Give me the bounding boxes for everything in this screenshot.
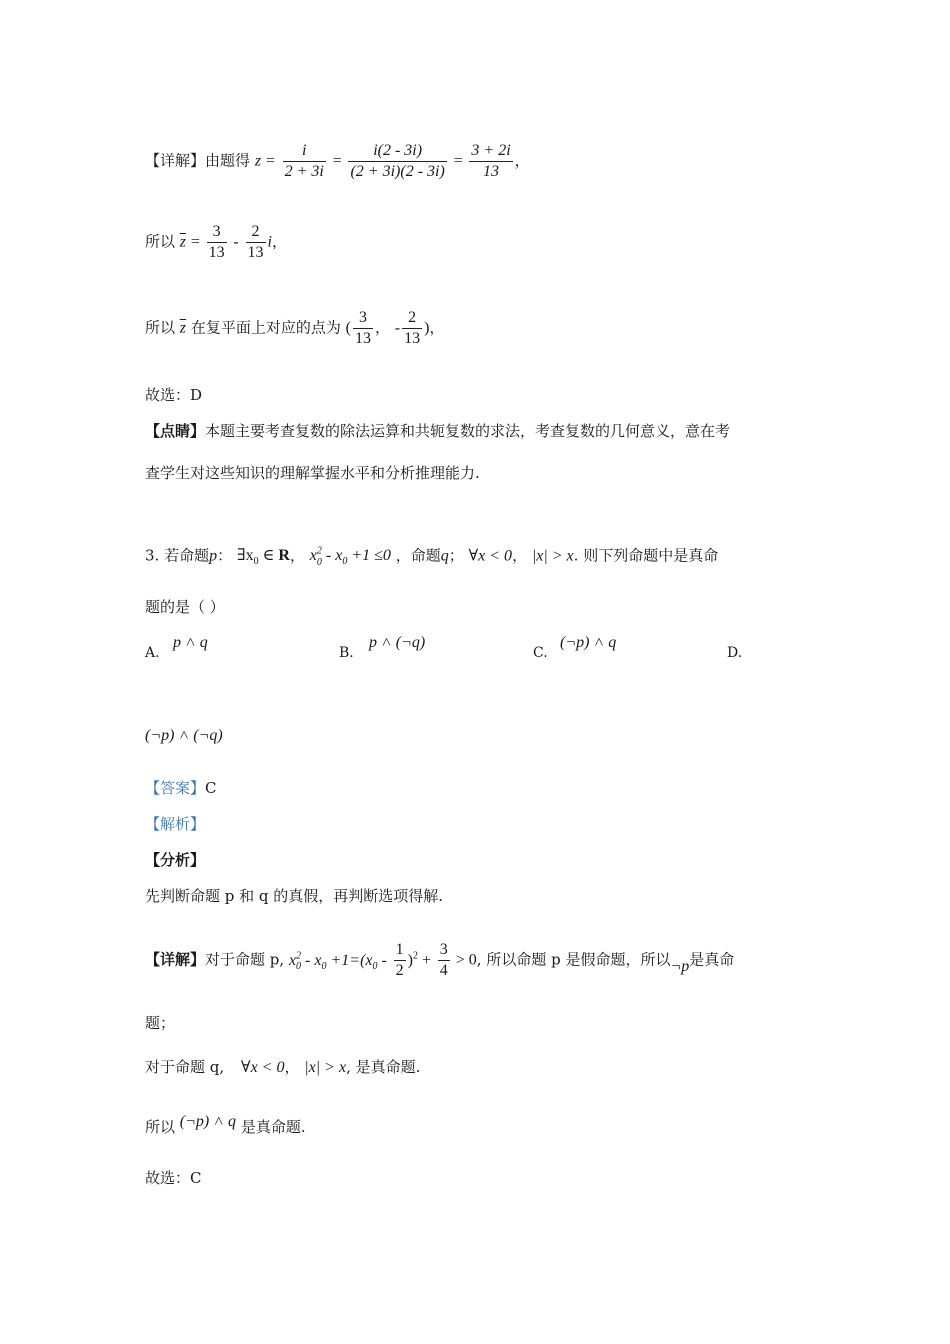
option-a-expr: p ˄ q: [173, 634, 208, 651]
option-d-expr: (¬p) ˄ (¬q): [145, 727, 223, 744]
option-b-label: B.: [339, 645, 354, 661]
analysis-tag: 【解析】: [145, 815, 206, 833]
final-answer-line: 故选：C: [145, 1169, 202, 1187]
comment-tag: 【点睛】: [145, 422, 206, 440]
fraction: $\frac{2}{13}$: [247, 223, 264, 261]
solution-line-2: 所以 $\overline{z}$ = $\frac{3}{13}$ - $\frac{2}{13}$ i，: [145, 223, 287, 261]
detail-line-1: 【详解】对于命题 p, $x^2_0 - x_0 +1=(x_0$ - $\frac{1}{2}$ )$^2$ + $\frac{3}{4}$ > 0, 所以命题 p 是假命题，所以¬p是真命: [145, 941, 735, 979]
fraction: $\frac{2}{13}$: [404, 309, 421, 347]
z-equals: z =: [254, 152, 276, 170]
fenxi-tag: 【分析】: [145, 851, 206, 869]
comment-line-2: 查学生对这些知识的理解掌握水平和分析推理能力.: [145, 464, 480, 482]
option-a-label: A.: [145, 645, 160, 661]
z-conjugate: $\overline{z}$: [179, 233, 187, 251]
solution-line-1: 【详解】由题得 z = $\frac{i}{2 + 3i}$ = $\frac{i(2 - 3i)}{(2 + 3i)(2 - 3i)}$ = $\frac{3 + 2i}{13}$ ，: [145, 142, 530, 180]
detail-tag: 【详解】: [145, 950, 206, 969]
fraction: $\frac{3 + 2i}{13}$: [471, 142, 511, 180]
answer-line: 【答案】C: [145, 779, 217, 797]
detail-line-2: 题；: [145, 1014, 176, 1032]
option-d-label: D.: [727, 645, 743, 661]
question-3-line-2: 题的是（ ）: [145, 598, 225, 616]
answer-tag: 【答案】: [145, 779, 206, 797]
fraction: $\frac{3}{4}$: [439, 941, 448, 979]
forq-line: 对于命题 q, ∀x < 0， |x| > x, 是真命题.: [145, 1058, 421, 1076]
answer-choice-line: 故选：D: [145, 386, 203, 404]
conclusion-line: 所以 (¬p) ˄ q 是真命题.: [145, 1113, 306, 1136]
question-3-line-1: 3. 若命题p： $\exists x_0$ ∈ R， $x^2_0 - x_0 +1 \le 0$ ，命题q； ∀x < 0， |x| > x. 则下列命题中是真命: [145, 546, 719, 568]
comment-line-1: 【点睛】本题主要考查复数的除法运算和共轭复数的求法，考查复数的几何意义，意在考: [145, 422, 731, 440]
fraction: $\frac{1}{2}$: [395, 941, 404, 979]
option-b-expr: p ˄ (¬q): [369, 634, 426, 651]
fraction: $\frac{i}{2 + 3i}$: [284, 142, 324, 180]
fraction: $\frac{i(2 - 3i)}{(2 + 3i)(2 - 3i)}$: [350, 142, 445, 180]
option-c-expr: (¬p) ˄ q: [560, 634, 617, 651]
option-c-label: C.: [533, 645, 548, 661]
detail-tag: 【详解】: [145, 151, 206, 170]
fraction: $\frac{3}{13}$: [208, 223, 225, 261]
z-conjugate: $\overline{z}$: [179, 319, 187, 337]
fraction: $\frac{3}{13}$: [354, 309, 371, 347]
solution-line-3: 所以 $\overline{z}$ 在复平面上对应的点为 ( $\frac{3}{13}$ ， - $\frac{2}{13}$ )，: [145, 309, 445, 347]
fenxi-text: 先判断命题 p 和 q 的真假，再判断选项得解.: [145, 887, 444, 905]
